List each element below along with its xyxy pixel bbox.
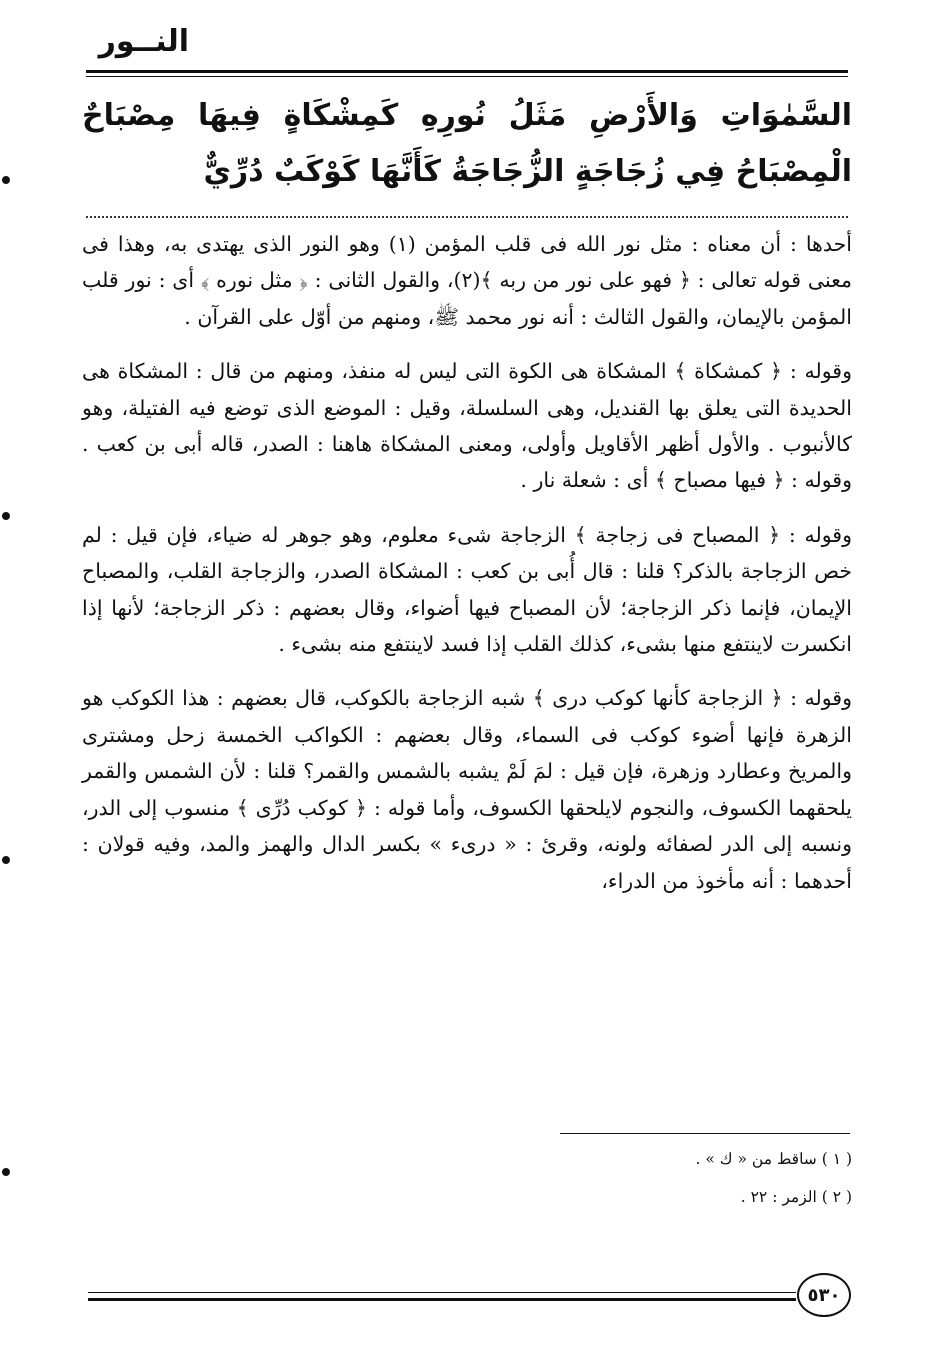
header-rule-thin (86, 76, 848, 77)
page-number-badge: ٥٣٠ (797, 1273, 851, 1317)
footer-rule-thin (88, 1292, 796, 1293)
margin-mark-dot-icon (2, 512, 10, 520)
margin-mark-dot-icon (2, 1168, 10, 1176)
footnotes (82, 1144, 852, 1220)
commentary-paragraph-3: وقوله : ﴿ المصباح فى زجاجة ﴾ الزجاجة شىء معلوم، وهو جوهر له ضياء، فإن قيل : لم خص الزجاجة بالذكر؟ قلنا : قال أُبى بن كعب : المشكاة الصدر، والزجاجة القلب، والمصباح الإيمان، فإنما ذكر الزجاجة؛ لأن المصباح فيها أضواء، وقال بعضهم : ذكر الزجاجة؛ لأنها إذا انكسرت لاينتفع منها بشىء، كذلك القلب إذا فسد لاينتفع منه بشىء . (82, 522, 852, 657)
footer-rule-thick (88, 1298, 796, 1301)
quran-verse: السَّمٰوَاتِ وَالأَرْضِ مَثَلُ نُورِهِ كَمِشْكَاةٍ فِيهَا مِصْبَاحٌ الْمِصْبَاحُ فِي زُجَاجَةٍ الزُّجَاجَةُ كَأَنَّهَا كَوْكَبٌ دُرِّيٌّ (82, 98, 852, 189)
commentary-body (82, 226, 852, 917)
margin-mark-dot-icon (2, 176, 10, 184)
margin-mark-dot-icon (2, 856, 10, 864)
header-rule-thick (86, 70, 848, 73)
commentary-paragraph-4: وقوله : ﴿ الزجاجة كأنها كوكب درى ﴾ شبه الزجاجة بالكوكب، قال بعضهم : هذا الكوكب هو الزهرة فإنها أضوء كوكب فى السماء، وقال بعضهم : الكواكب الخمسة زحل ومشترى والمريخ وعطارد وزهرة، فإن قيل : لمَ لَمْ يشبه بالشمس والقمر؟ قلنا : لأن الشمس والقمر يلحقهما الكسوف، والنجوم لايلحقها الكسوف، وأما قوله : ﴿ كوكب دُرِّى ﴾ منسوب إلى الدر، ونسبه إلى الدر لصفائه ولونه، وقرئ : « درىء » بكسر الدال والهمز والمد، وفيه قولان : أحدهما : أنه مأخوذ من الدراء، (82, 686, 852, 893)
footnote-1: ( ١ ) ساقط من « ك » . (695, 1150, 852, 1168)
footnote-separator (560, 1133, 850, 1134)
running-header-surah-name: النــور (98, 24, 189, 59)
commentary-paragraph-2: وقوله : ﴿ كمشكاة ﴾ المشكاة هى الكوة التى ليس له منفذ، ومنهم من قال : المشكاة هى الحديدة التى يعلق بها القنديل، وهى السلسلة، وقيل : الموضع الذى توضع فيه الفتيلة، وهو كالأنبوب . والأول أظهر الأقاويل وأولى، ومعنى المشكاة هاهنا : الصدر، قاله أبى بن كعب . وقوله : ﴿ فيها مصباح ﴾ أى : شعلة نار . (82, 359, 852, 493)
footnote-2: ( ٢ ) الزمر : ٢٢ . (740, 1188, 852, 1206)
verse-separator-dotted (86, 216, 848, 218)
commentary-paragraph-1: أحدها : أن معناه : مثل نور الله فى قلب المؤمن (١) وهو النور الذى يهتدى به، وهذا فى معنى قوله تعالى : ﴿ فهو على نور من ربه ﴾(٢)، والقول الثانى : ﴿ مثل نوره ﴾ أى : نور قلب المؤمن بالإيمان، والقول الثالث : أنه نور محمد ﷺ، ومنهم من أوّل على القرآن . (82, 232, 853, 329)
